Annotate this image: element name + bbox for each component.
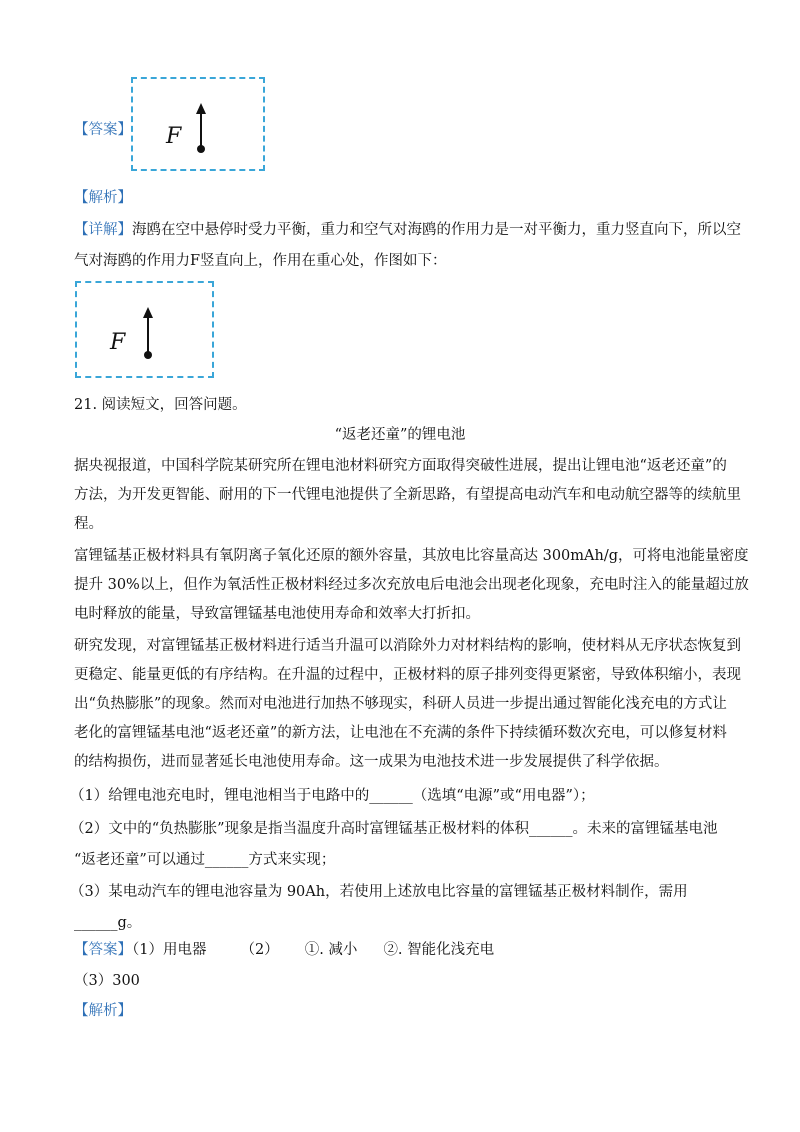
paragraph-line: 的结构损伤，进而显著延长电池使用寿命。这一成果为电池技术进一步发展提供了科学依据。: [74, 754, 669, 770]
detail-line-2: 气对海鸥的作用力F竖直向上，作用在重心处，作图如下：: [74, 253, 447, 269]
paragraph-line: 提升 30%以上，但作为氧活性正极材料经过多次充放电后电池会出现老化现象，充电时注入的能量超过放: [74, 577, 749, 593]
force-letter: F: [166, 124, 182, 149]
answer-3: （3）300: [74, 973, 140, 989]
paragraph-line: 研究发现，对富锂锰基正极材料进行适当升温可以消除外力对材料结构的影响，使材料从无序状态恢复到: [74, 638, 741, 654]
detail-line-1: [74, 220, 741, 240]
paragraph-line: 老化的富锂锰基电池“返老还童”的新方法，让电池在不充满的条件下持续循环数次充电，可以修复材料: [74, 725, 727, 741]
sub-question-2-line-1: （2）文中的“负热膨胀”现象是指当温度升高时富锂锰基正极材料的体积______。未来的富锂锰基电池: [70, 821, 718, 837]
answer-1: （1）用电器: [132, 942, 207, 958]
analysis-figure-box: [75, 281, 214, 378]
detail-label: 【详解】: [74, 222, 132, 238]
answer-label: 【答案】: [74, 122, 132, 138]
detail-text-1: 海鸥在空中悬停时受力平衡，重力和空气对海鸥的作用力是一对平衡力，重力竖直向下，所以空: [132, 222, 741, 238]
paragraph-line: 据央视报道，中国科学院某研究所在锂电池材料研究方面取得突破性进展，提出让锂电池“返老还童”的: [74, 458, 727, 474]
analysis-label: 【解析】: [74, 190, 132, 206]
paragraph-line: 出“负热膨胀”的现象。然而对电池进行加热不够现实，科研人员进一步提出通过智能化浅充电的方式让: [74, 696, 727, 712]
sub-question-3-line-1: （3）某电动汽车的锂电池容量为 90Ah，若使用上述放电比容量的富锂锰基正极材料制作，需用: [70, 884, 688, 900]
paragraph-line: 更稳定、能量更低的有序结构。在升温的过程中，正极材料的原子排列变得更紧密，导致体积缩小，表现: [74, 667, 741, 683]
answer-2-part-1: ①. 减小: [304, 942, 358, 958]
question-intro: 21. 阅读短文，回答问题。: [74, 397, 247, 413]
answer-2-part-2: ②. 智能化浅充电: [383, 942, 495, 958]
answer-2-prefix: （2）: [240, 942, 279, 958]
sub-question-2-line-2: “返老还童”可以通过______方式来实现；: [74, 852, 336, 868]
answer-figure-box: [131, 77, 265, 171]
answer-label: 【答案】: [74, 942, 132, 958]
force-arrow-icon: [135, 305, 161, 363]
force-arrow-icon: [188, 101, 214, 157]
paragraph-line: 富锂锰基正极材料具有氧阴离子氧化还原的额外容量，其放电比容量高达 300mAh/g，可将电池能量密度: [74, 548, 749, 564]
article-title: “返老还童”的锂电池: [334, 427, 466, 443]
answer-line-1: [74, 940, 494, 960]
paragraph-line: 电时释放的能量，导致富锂锰基电池使用寿命和效率大打折扣。: [74, 606, 480, 622]
analysis-label: 【解析】: [74, 1003, 132, 1019]
paragraph-line: 方法，为开发更智能、耐用的下一代锂电池提供了全新思路，有望提高电动汽车和电动航空器等的续航里: [74, 487, 741, 503]
paragraph-line: 程。: [74, 516, 103, 532]
force-letter: F: [110, 330, 126, 355]
sub-question-1: （1）给锂电池充电时，锂电池相当于电路中的______（选填“电源”或“用电器”）；: [70, 788, 595, 804]
sub-question-3-line-2: ______g。: [74, 915, 142, 931]
